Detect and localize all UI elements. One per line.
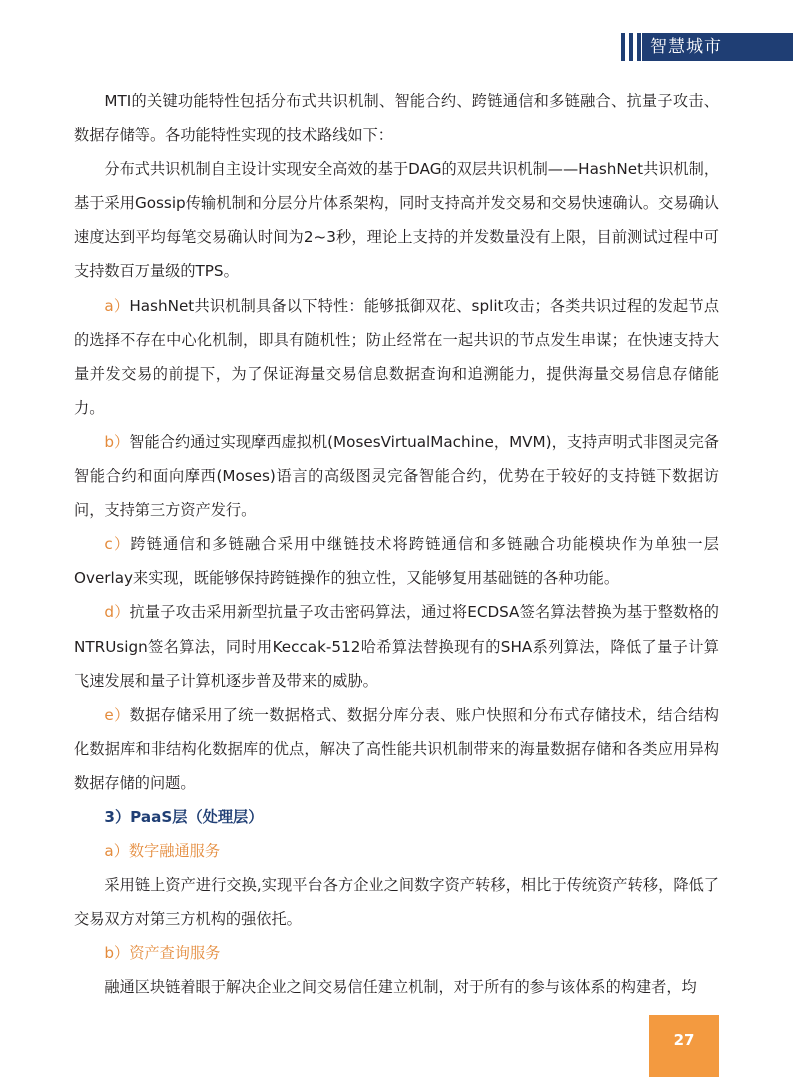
item-a-text: HashNet共识机制具备以下特性：能够抵御双花、split攻击；各类共识过程的发起节点的选择不存在中心化机制，即具有随机性；防止经常在一起共识的节点发生串谋；在快速支持大量并发交易的前提下，为了保证海量交易信息数据查询和追溯能力，提供海量交易信息存储能力。 [74, 296, 720, 417]
section-heading: 3）PaaS层（处理层） [104, 807, 264, 826]
item-e [74, 698, 719, 800]
item-d-label: d） [104, 603, 130, 622]
header-banner [621, 33, 793, 61]
paragraph-intro: MTI的关键功能特性包括分布式共识机制、智能合约、跨链通信和多链融合、抗量子攻击、数据存储等。各功能特性实现的技术路线如下： [74, 92, 719, 145]
item-c-text: 跨链通信和多链融合采用中继链技术将跨链通信和多链融合功能模块作为单独一层Overlay来实现，既能够保持跨链操作的独立性，又能够复用基础链的各种功能。 [74, 535, 719, 588]
item-b-text: 智能合约通过实现摩西虚拟机(MosesVirtualMachine，MVM)，支持声明式非图灵完备智能合约和面向摩西(Moses)语言的高级图灵完备智能合约，优势在于较好的支持链下数据访问，支持第三方资产发行。 [74, 432, 719, 520]
paragraph-consensus: 分布式共识机制自主设计实现安全高效的基于DAG的双层共识机制——HashNet共识机制，基于采用Gossip传输机制和分层分片体系架构，同时支持高并发交易和交易快速确认。交易确认速度达到平均每笔交易确认时间为2~3秒，理论上支持的并发数量没有上限，目前测试过程中可支持数百万量级的TPS。 [74, 160, 720, 281]
page-number: 27 [649, 1015, 719, 1077]
item-d [74, 595, 719, 697]
item-a [74, 289, 719, 425]
item-b [74, 425, 719, 527]
item-c-label: c） [104, 535, 131, 554]
item-a-label: a） [104, 296, 130, 315]
item-b-label: b） [104, 432, 130, 451]
subheading-digital-service: a）数字融通服务 [104, 842, 221, 861]
header-title: 智慧城市 [642, 33, 793, 61]
item-c [74, 527, 719, 595]
page-body [74, 84, 719, 1005]
item-d-text: 抗量子攻击采用新型抗量子攻击密码算法，通过将ECDSA签名算法替换为基于整数格的NTRUsign签名算法，同时用Keccak-512哈希算法替换现有的SHA系列算法，降低了量子计算飞速发展和量子计算机逐步普及带来的威胁。 [74, 603, 719, 690]
paragraph-asset-query: 融通区块链着眼于解决企业之间交易信任建立机制，对于所有的参与该体系的构建者，均 [104, 978, 697, 997]
item-e-label: e） [104, 705, 130, 724]
subheading-asset-query: b）资产查询服务 [104, 944, 221, 963]
item-e-text: 数据存储采用了统一数据格式、数据分库分表、账户快照和分布式存储技术，结合结构化数据库和非结构化数据库的优点，解决了高性能共识机制带来的海量数据存储和各类应用异构数据存储的问题。 [74, 705, 719, 792]
paragraph-digital-service: 采用链上资产进行交换,实现平台各方企业之间数字资产转移，相比于传统资产转移，降低了交易双方对第三方机构的强依托。 [74, 876, 719, 929]
